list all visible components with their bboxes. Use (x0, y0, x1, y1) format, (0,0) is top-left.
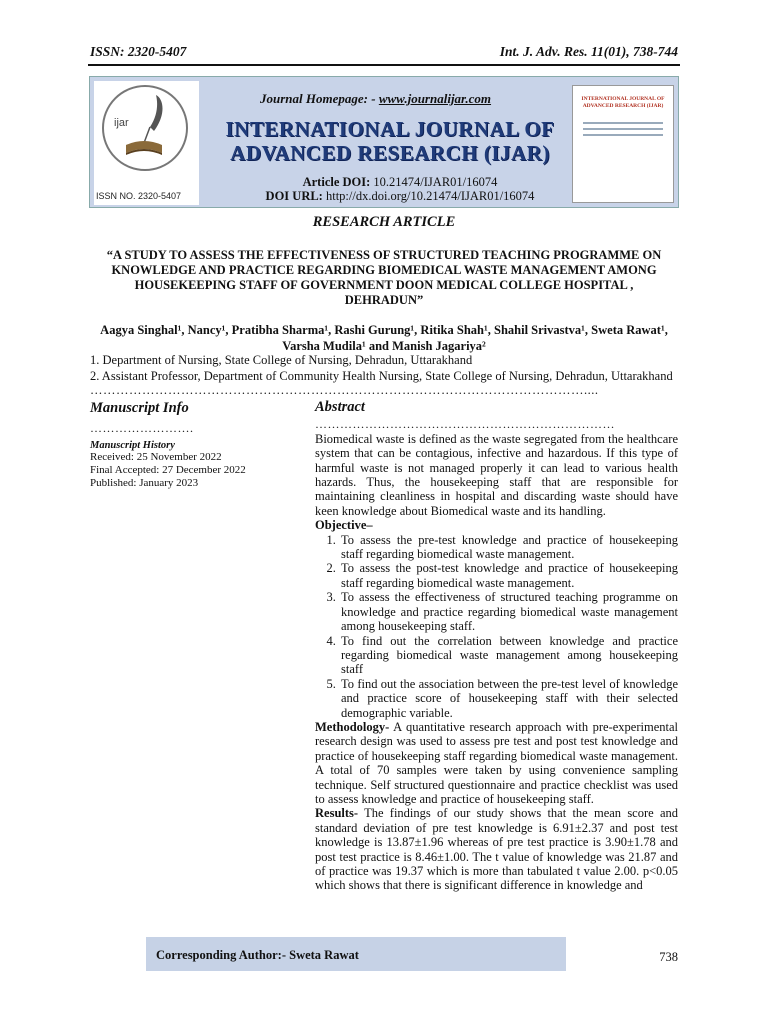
journal-title-line2: ADVANCED RESEARCH (IJAR) (230, 141, 550, 165)
cover-line (583, 134, 663, 136)
manuscript-info (90, 400, 300, 490)
manuscript-history-heading: Manuscript History (90, 440, 175, 451)
objective-item: 4. To find out the correlation between knowledge and practice regarding biomedical waste management among housekeeping staff (339, 634, 678, 677)
journal-homepage (260, 91, 491, 107)
cover-title: INTERNATIONAL JOURNAL OF ADVANCED RESEARCH (IJAR) (581, 96, 665, 109)
journal-cover-thumbnail (572, 85, 674, 203)
journal-logo (94, 81, 199, 205)
methodology-label: Methodology- (315, 719, 390, 734)
authors-line1: Aagya Singhal¹, Nancy¹, Pratibha Sharma¹, Rashi Gurung¹, Ritika Shah¹, Shahil Srivastva¹, Sweta Rawat¹, (100, 323, 668, 337)
header-rule (88, 64, 680, 66)
published-date: Published: January 2023 (90, 477, 199, 489)
objective-item: 1. To assess the pre-test knowledge and practice of housekeeping staff regarding biomedical waste management. (339, 533, 678, 562)
affiliations (90, 352, 690, 384)
methodology-paragraph (315, 720, 678, 806)
cover-line (583, 122, 663, 124)
authors-line2: Varsha Mudila¹ and Manish Jagariya² (282, 339, 486, 353)
logo-wordmark: ijar (114, 117, 129, 129)
journal-title (220, 117, 560, 165)
doi-label: Article DOI: (302, 175, 371, 189)
objective-item: 5. To find out the association between the pre-test level of knowledge and practice score of housekeeping staff with their selected demographic variable. (339, 677, 678, 720)
cover-line (583, 128, 663, 130)
abstract-heading: Abstract (315, 399, 365, 415)
accepted-date: Final Accepted: 27 December 2022 (90, 464, 246, 476)
doi-url-label: DOI URL: (265, 189, 323, 203)
homepage-link[interactable]: www.journalijar.com (378, 91, 492, 106)
doi-url-value[interactable]: http://dx.doi.org/10.21474/IJAR01/16074 (325, 189, 535, 203)
doi-block (250, 175, 550, 203)
affiliation-1: 1. Department of Nursing, State College of Nursing, Dehradun, Uttarakhand (90, 353, 473, 367)
manuscript-info-dots: ……………………. (90, 421, 194, 435)
objective-item: 3. To assess the effectiveness of structured teaching programme on knowledge and practice regarding biomedical waste management among housekeeping staff. (339, 590, 678, 633)
issn-header: ISSN: 2320-5407 (90, 44, 187, 59)
objective-item: 2. To assess the post-test knowledge and practice of housekeeping staff regarding biomedical waste management. (339, 561, 678, 590)
citation-header: Int. J. Adv. Res. 11(01), 738-744 (499, 44, 678, 59)
abstract (315, 400, 678, 893)
author-list (90, 322, 678, 354)
objective-list (315, 533, 678, 720)
section-separator: …………………………………………………………………………………………………….... (90, 383, 599, 397)
doi-value[interactable]: 10.21474/IJAR01/16074 (373, 175, 498, 189)
article-type: RESEARCH ARTICLE (312, 214, 456, 230)
page-number: 738 (659, 950, 678, 964)
article-title: “A STUDY TO ASSESS THE EFFECTIVENESS OF STRUCTURED TEACHING PROGRAMME ON KNOWLEDGE AND PRACTICE REGARDING BIOMEDICAL WASTE MANAGEMENT AMONG HOUSEKEEPING STAFF OF GOVERNMENT DOON MEDICAL COLLEGE HOSPITAL , DEHRADUN” (106, 248, 662, 307)
journal-banner (89, 76, 679, 208)
objective-heading: Objective– (315, 518, 373, 533)
corresponding-author-box: Corresponding Author:- Sweta Rawat (146, 937, 566, 971)
methodology-text: A quantitative research approach with pre-experimental research design was used to assess pre test and post test knowledge and practice of housekeeping staff regarding biomedical waste management. A total of 70 samples were taken by using convenience sampling technique. Self structured questionnaire and practice checklist was used to assess knowledge and practice of housekeeping staff. (315, 719, 678, 806)
manuscript-info-heading: Manuscript Info (90, 400, 189, 416)
homepage-label: Journal Homepage: - (260, 91, 376, 106)
logo-issn: ISSN NO. 2320-5407 (96, 191, 182, 201)
affiliation-2: 2. Assistant Professor, Department of Community Health Nursing, State College of Nursing, Dehradun, Uttarakhand (90, 369, 673, 383)
results-text: The findings of our study shows that the mean score and standard deviation of pre test knowledge is 6.91±2.37 and post test knowledge is 13.87±1.96 whereas of pre test practice is 3.90±1.78 and post test practice is 8.46±1.00. The t value of knowledge was 21.87 and of practice was 19.37 which is more than tabulated t value 2.00. p<0.05 which shows that there is significant difference in knowledge and (315, 806, 678, 893)
received-date: Received: 25 November 2022 (90, 451, 222, 463)
results-paragraph (315, 806, 678, 892)
results-label: Results- (315, 806, 359, 821)
abstract-intro: Biomedical waste is defined as the waste segregated from the healthcare system that can be contagious, infective and hazardous. If this type of harmful waste is not managed properly it can lead to various health hazards. Thus, the housekeeping staff that are responsible for maintaining cleanliness in hospital and discarding waste should have keen knowledge about Biomedical waste and its handling. (315, 431, 678, 518)
journal-title-line1: INTERNATIONAL JOURNAL OF (225, 117, 555, 141)
abstract-dots: ……………………………………………………………… (315, 417, 615, 432)
